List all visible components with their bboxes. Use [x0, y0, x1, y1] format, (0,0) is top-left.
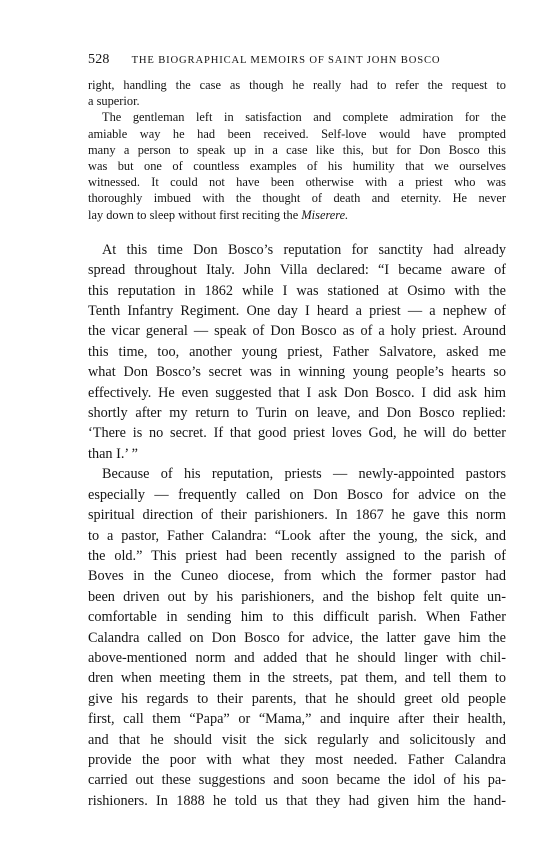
- text-line: At this time Don Bosco’s reputation for sanctity had already: [102, 241, 506, 258]
- text-line: Calandra called on Don Bosco for advice, the latter gave him the: [88, 629, 506, 646]
- text-line: what Don Bosco’s secret was in winning young people’s hearts so: [88, 364, 506, 381]
- paragraph-continuation: [88, 77, 506, 109]
- text-line: Because of his reputation, priests — newly-appointed pastors: [102, 466, 506, 483]
- page-number: 528: [88, 52, 110, 67]
- text-line: this time, too, another young priest, Father Salvatore, asked me: [88, 343, 506, 360]
- text-line: The gentleman left in satisfaction and complete admiration for the: [102, 110, 506, 125]
- text-line: comfortable in sending him to this difficult parish. When Father: [88, 609, 506, 626]
- text-line: amiable way he had been received. Self-love would have prompted: [88, 126, 506, 141]
- text-line: provide the poor with what they most needed. Father Calandra: [88, 751, 506, 768]
- text-line-prefix: lay down to sleep without first reciting the: [88, 207, 302, 222]
- text-line: a superior.: [88, 94, 140, 109]
- text-line: effectively. He even suggested that I ask Don Bosco. I did ask him: [88, 384, 506, 401]
- text-line: carried out these suggestions and soon became the idol of his pa-: [88, 772, 506, 789]
- text-line: give his regards to their parents, that he should greet old people: [88, 690, 506, 707]
- paragraph-humility: [88, 109, 506, 222]
- text-line: than I.’ ”: [88, 445, 138, 462]
- page-header: [88, 52, 506, 76]
- text-line: witnessed. It could not have been otherwise with a priest who was: [88, 175, 506, 190]
- text-line: this reputation in 1862 while I was stationed at Osimo with the: [88, 282, 506, 299]
- text-line: Tenth Infantry Regiment. One day I heard a priest — a nephew of: [88, 303, 506, 320]
- text-line: to a pastor, Father Calandra: “Look after the young, the sick, and: [88, 527, 506, 544]
- text-line: especially — frequently called on Don Bosco for advice on the: [88, 486, 506, 503]
- running-title: THE BIOGRAPHICAL MEMOIRS OF SAINT JOHN BOSCO: [131, 55, 441, 66]
- section-gap: [88, 223, 506, 240]
- text-line: the vicar general — speak of Don Bosco as of a holy priest. Around: [88, 323, 506, 340]
- text-line: been driven out by his parishioners, and the bishop felt quite un-: [88, 588, 506, 605]
- paragraph-pastors: [88, 464, 506, 811]
- text-line: and that he should visit the sick regularly and solicitously and: [88, 731, 506, 748]
- paragraph-reputation: [88, 240, 506, 464]
- text-line: right, handling the case as though he really had to refer the request to: [88, 78, 506, 92]
- main-text-block: [88, 240, 506, 811]
- book-page: [88, 52, 506, 811]
- text-line: dren when meeting them in the streets, pat them, and tell them to: [88, 670, 506, 687]
- text-line: was but one of countless examples of his humility that we ourselves: [88, 159, 506, 174]
- small-print-block: [88, 77, 506, 223]
- text-line: shortly after my return to Turin on leave, and Don Bosco replied:: [88, 405, 506, 422]
- text-line: spread throughout Italy. John Villa declared: “I became aware of: [88, 262, 506, 279]
- text-line: above-mentioned norm and added that he should linger with chil-: [88, 649, 506, 666]
- italic-title: Miserere.: [301, 207, 349, 222]
- text-line: rishioners. In 1888 he told us that they had given him the hand-: [88, 792, 506, 809]
- text-line: spiritual direction of their parishioners. In 1867 he gave this norm: [88, 507, 506, 524]
- text-line: [88, 207, 506, 223]
- text-line: many a person to speak up in a case like this, but for Don Bosco this: [88, 142, 506, 157]
- text-line: first, call them “Papa” or “Mama,” and inquire after their health,: [88, 711, 506, 728]
- text-line: Boves in the Cuneo diocese, from which the former pastor had: [88, 568, 506, 585]
- text-line: ‘There is no secret. If that good priest loves God, he will do better: [88, 425, 506, 442]
- text-line: thoroughly imbued with the thought of death and eternity. He never: [88, 191, 506, 206]
- text-line: the old.” This priest had been recently assigned to the parish of: [88, 547, 506, 564]
